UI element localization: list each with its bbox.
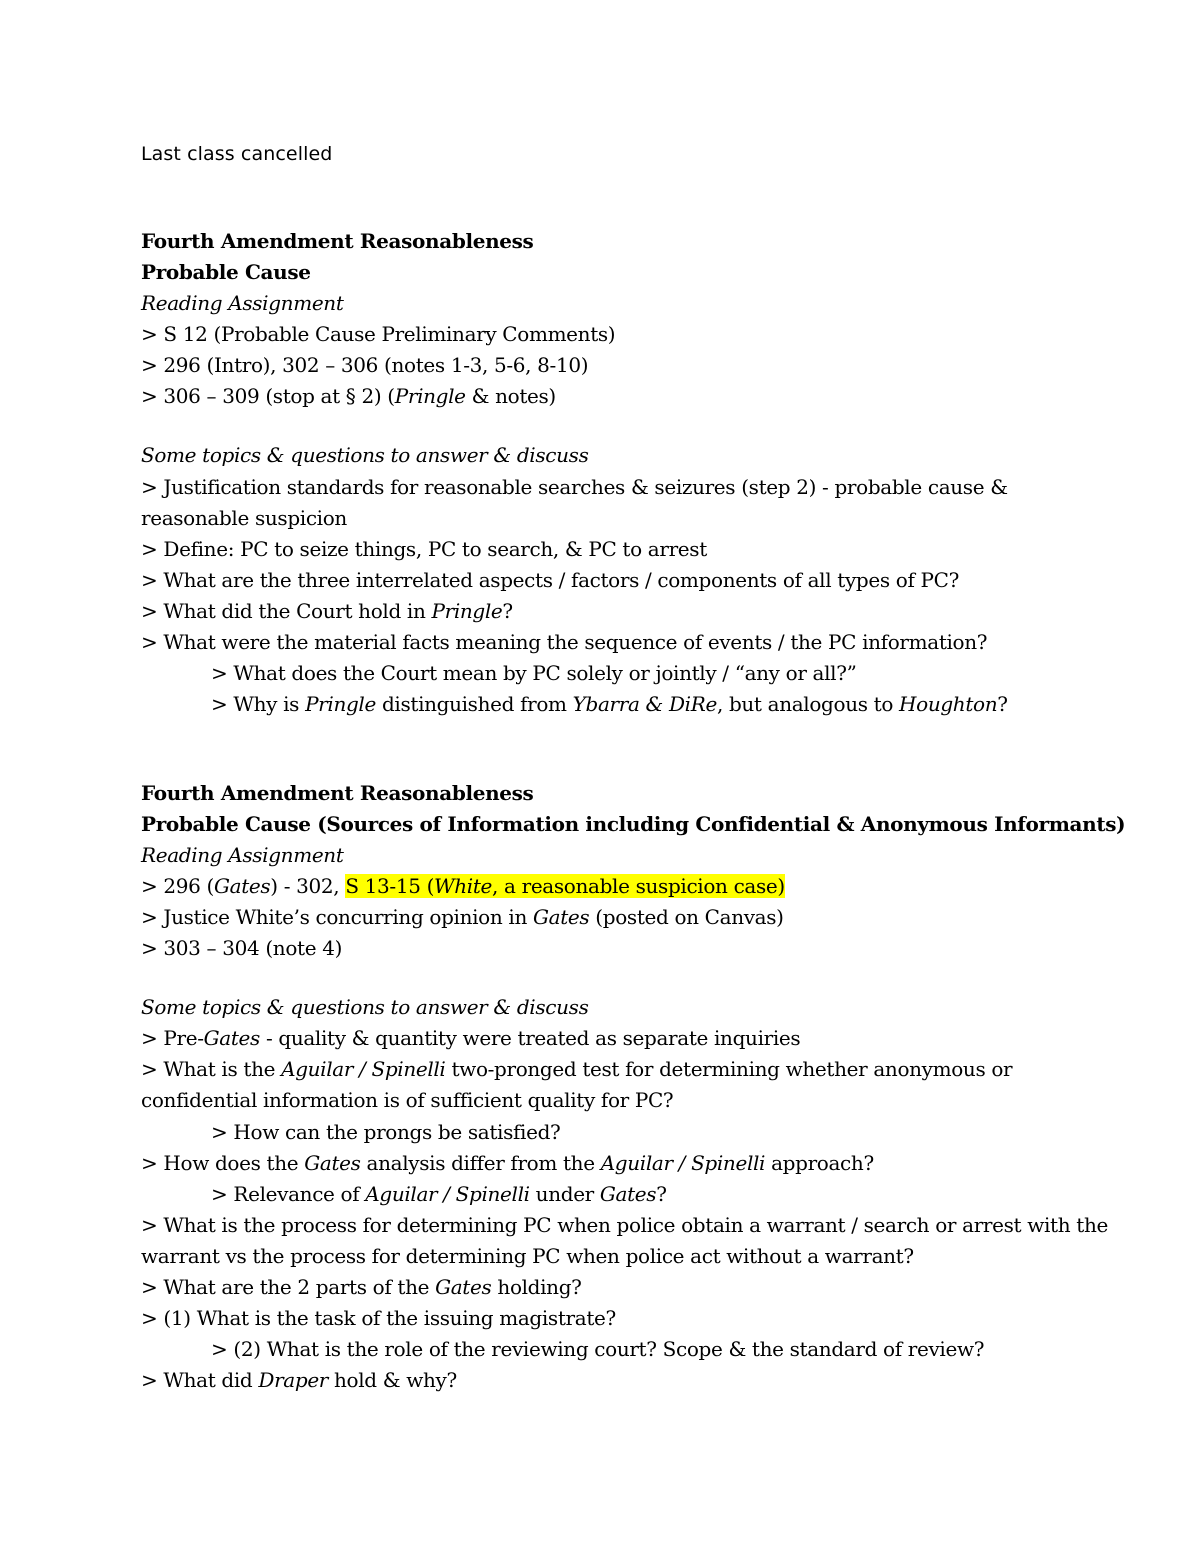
text-run: > What are the 2 parts of the bbox=[141, 1275, 436, 1299]
case-name: Aguilar / Spinelli bbox=[365, 1182, 530, 1206]
text-run: ) - 302, bbox=[270, 874, 346, 898]
text-run: under bbox=[529, 1182, 600, 1206]
text-run: analysis differ from the bbox=[360, 1151, 601, 1175]
section1-topic-subitem bbox=[211, 692, 1008, 716]
section2-topic-continuation: confidential information is of sufficient quality for PC? bbox=[141, 1088, 674, 1112]
case-name: Gates bbox=[533, 905, 590, 929]
section1-reading-item bbox=[141, 384, 556, 408]
text-run: holding? bbox=[491, 1275, 582, 1299]
case-name: Pringle bbox=[305, 692, 376, 716]
text-run: approach? bbox=[765, 1151, 874, 1175]
text-run: ? bbox=[997, 692, 1008, 716]
section1-topic-item: > Define: PC to seize things, PC to search, & PC to arrest bbox=[141, 537, 707, 561]
case-name: Gates bbox=[304, 1151, 361, 1175]
text-run: > Why is bbox=[211, 692, 306, 716]
section2-reading-item: > 303 – 304 (note 4) bbox=[141, 936, 343, 960]
highlighted-text bbox=[345, 874, 785, 898]
section2-heading: Fourth Amendment Reasonableness bbox=[141, 781, 534, 805]
section1-topic-item: > Justification standards for reasonable searches & seizures (step 2) - probable cause & bbox=[141, 475, 1008, 499]
note-line: Last class cancelled bbox=[141, 143, 333, 165]
section1-heading: Fourth Amendment Reasonableness bbox=[141, 229, 534, 253]
section2-subheading: Probable Cause (Sources of Information including Confidential & Anonymous Informants) bbox=[141, 812, 1126, 836]
section1-subheading: Probable Cause bbox=[141, 260, 311, 284]
section1-topic-item: > What were the material facts meaning the sequence of events / the PC information? bbox=[141, 630, 988, 654]
section1-topic-continuation: reasonable suspicion bbox=[141, 506, 347, 530]
section2-topic-item bbox=[141, 1368, 457, 1392]
section2-topic-subitem bbox=[211, 1182, 667, 1206]
case-name: Pringle bbox=[394, 384, 466, 408]
case-name: White bbox=[434, 874, 493, 898]
text-run: > 306 – 309 (stop at § 2) ( bbox=[141, 384, 395, 408]
text-run: hold & why? bbox=[328, 1368, 457, 1392]
case-name: Draper bbox=[258, 1368, 329, 1392]
text-run: > What did bbox=[141, 1368, 259, 1392]
section2-reading-item bbox=[141, 874, 785, 898]
section2-topic-item bbox=[141, 1275, 582, 1299]
section2-topic-item: > (1) What is the task of the issuing magistrate? bbox=[141, 1306, 616, 1330]
case-name: Gates bbox=[599, 1182, 657, 1206]
section2-topic-item bbox=[141, 1057, 1012, 1081]
text-run: > 296 ( bbox=[141, 874, 214, 898]
section1-reading-item: > S 12 (Probable Cause Preliminary Comments) bbox=[141, 322, 616, 346]
section1-topics-label: Some topics & questions to answer & discuss bbox=[141, 443, 589, 467]
text-run: > Relevance of bbox=[211, 1182, 366, 1206]
section2-topic-item bbox=[141, 1151, 874, 1175]
section2-topic-subitem: > How can the prongs be satisfied? bbox=[211, 1120, 561, 1144]
section2-reading-label: Reading Assignment bbox=[141, 843, 344, 867]
case-name: Aguilar / Spinelli bbox=[281, 1057, 446, 1081]
case-name: Gates bbox=[203, 1026, 260, 1050]
section1-topic-item: > What are the three interrelated aspects / factors / components of all types of PC? bbox=[141, 568, 959, 592]
text-run: two-pronged test for determining whether anonymous or bbox=[445, 1057, 1013, 1081]
section2-topics-label: Some topics & questions to answer & discuss bbox=[141, 995, 589, 1019]
text-run: & notes) bbox=[465, 384, 556, 408]
section1-topic-item bbox=[141, 599, 513, 623]
text-run: ? bbox=[656, 1182, 667, 1206]
section1-topic-subitem: > What does the Court mean by PC solely or jointly / “any or all?” bbox=[211, 661, 857, 685]
text-run: > What did the Court hold in bbox=[141, 599, 432, 623]
case-name: Houghton bbox=[899, 692, 998, 716]
text-run: distinguished from bbox=[375, 692, 573, 716]
case-name: Pringle bbox=[431, 599, 503, 623]
section2-topic-item: > What is the process for determining PC when police obtain a warrant / search or arrest with the bbox=[141, 1213, 1108, 1237]
case-name: Gates bbox=[435, 1275, 492, 1299]
case-name: Aguilar / Spinelli bbox=[600, 1151, 766, 1175]
text-run: > How does the bbox=[141, 1151, 305, 1175]
section2-topic-subitem: > (2) What is the role of the reviewing court? Scope & the standard of review? bbox=[211, 1337, 985, 1361]
case-name: Ybarra & DiRe bbox=[572, 692, 717, 716]
case-name: Gates bbox=[214, 874, 271, 898]
text-run: S 13-15 ( bbox=[345, 874, 435, 898]
section2-topic-continuation: warrant vs the process for determining PC when police act without a warrant? bbox=[141, 1244, 914, 1268]
section2-topic-item bbox=[141, 1026, 800, 1050]
text-run: > Justice White’s concurring opinion in bbox=[141, 905, 533, 929]
text-run: (posted on Canvas) bbox=[589, 905, 784, 929]
text-run: , but analogous to bbox=[716, 692, 900, 716]
text-run: > Pre- bbox=[141, 1026, 204, 1050]
text-run: ? bbox=[502, 599, 513, 623]
section1-reading-label: Reading Assignment bbox=[141, 291, 344, 315]
text-run: - quality & quantity were treated as separate inquiries bbox=[259, 1026, 801, 1050]
text-run: > What is the bbox=[141, 1057, 282, 1081]
section2-reading-item bbox=[141, 905, 784, 929]
section1-reading-item: > 296 (Intro), 302 – 306 (notes 1-3, 5-6, 8-10) bbox=[141, 353, 589, 377]
text-run: , a reasonable suspicion case) bbox=[492, 874, 785, 898]
